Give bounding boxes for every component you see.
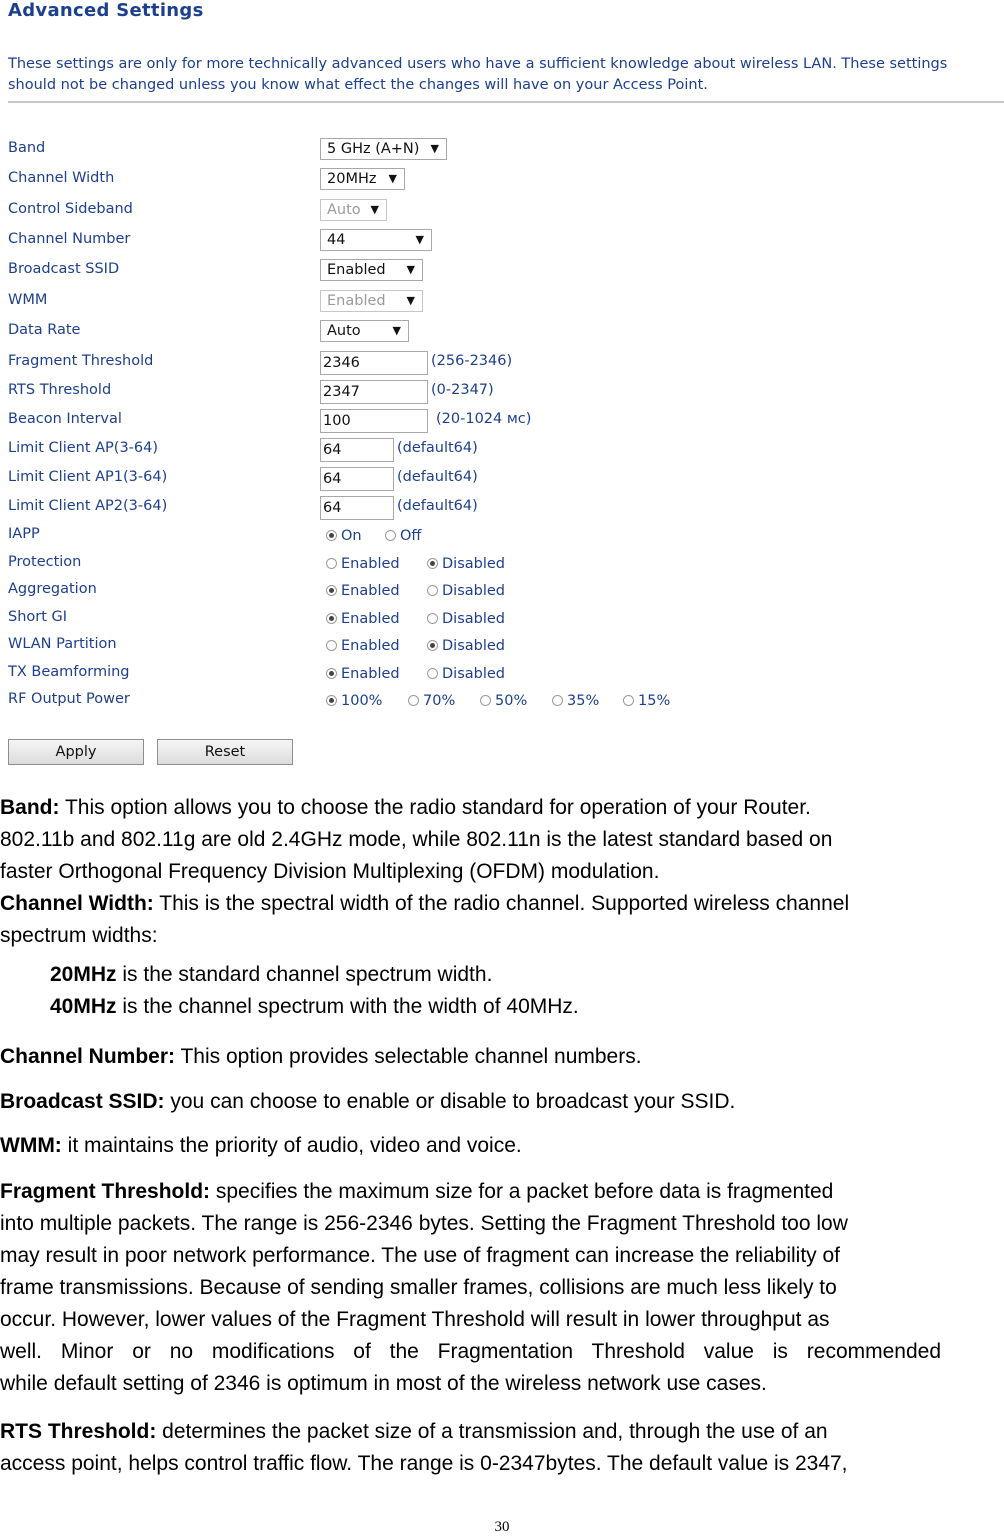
radio-unselected-icon — [480, 695, 491, 706]
band-desc-line3: faster Orthogonal Frequency Division Multiplexing (OFDM) modulation. — [0, 860, 660, 883]
beacon-interval-input[interactable]: 100 — [320, 409, 428, 433]
wlan-partition-disabled-radio[interactable]: Disabled — [427, 638, 505, 654]
limit-client-ap1-hint: (default64) — [397, 469, 478, 485]
short-gi-disabled-radio[interactable]: Disabled — [427, 611, 505, 627]
iapp-off-radio[interactable]: Off — [385, 528, 421, 544]
label-channel-number: Channel Number — [8, 231, 131, 247]
protection-disabled-radio[interactable]: Disabled — [427, 556, 505, 572]
label-protection: Protection — [8, 554, 82, 570]
label-limit-client-ap2: Limit Client AP2(3-64) — [8, 498, 168, 514]
fragment-threshold-desc-line6: well. Minor or no modifications of the Fragmentation Threshold value is recommended — [0, 1340, 941, 1363]
label-tx-beamforming: TX Beamforming — [8, 664, 130, 680]
band-select-value: 5 GHz (A+N) — [327, 141, 420, 157]
short-gi-enabled-radio[interactable]: Enabled — [326, 611, 400, 627]
radio-unselected-icon — [326, 640, 337, 651]
label-short-gi: Short GI — [8, 609, 68, 625]
wmm-select[interactable] — [320, 290, 423, 312]
fragment-threshold-desc-line3: may result in poor network performance. The use of fragment can increase the reliability of — [0, 1244, 841, 1267]
fragment-threshold-desc-line2: into multiple packets. The range is 256-2346 bytes. Setting the Fragment Threshold too low — [0, 1212, 848, 1235]
radio-unselected-icon — [623, 695, 634, 706]
limit-client-ap1-input[interactable]: 64 — [320, 467, 394, 491]
term-20mhz: 20MHz — [50, 963, 117, 986]
broadcast-ssid-select-value: Enabled — [327, 262, 386, 278]
channel-width-select-value: 20MHz — [327, 171, 377, 187]
radio-selected-icon — [427, 640, 438, 651]
radio-unselected-icon — [385, 530, 396, 541]
fragment-threshold-desc-line1: Fragment Threshold: specifies the maximum size for a packet before data is fragmented — [0, 1180, 834, 1203]
label-broadcast-ssid: Broadcast SSID — [8, 261, 120, 277]
term-40mhz: 40MHz — [50, 995, 117, 1018]
radio-selected-icon — [326, 530, 337, 541]
label-wmm: WMM — [8, 292, 48, 308]
fragment-threshold-desc-line4: frame transmissions. Because of sending smaller frames, collisions are much less likely to — [0, 1276, 837, 1299]
tx-beamforming-disabled-radio[interactable]: Disabled — [427, 666, 505, 682]
fragment-threshold-input[interactable]: 2346 — [320, 351, 428, 375]
term-wmm: WMM: — [0, 1134, 62, 1157]
rts-threshold-hint: (0-2347) — [431, 382, 494, 398]
limit-client-ap2-hint: (default64) — [397, 498, 478, 514]
band-desc-line1: Band: This option allows you to choose the radio standard for operation of your Router. — [0, 796, 811, 819]
label-band: Band — [8, 140, 46, 156]
radio-selected-icon — [326, 585, 337, 596]
control-sideband-select-value: Auto — [327, 202, 361, 218]
chevron-down-icon: ▼ — [370, 203, 379, 216]
channel-width-desc-line1: Channel Width: This is the spectral width of the radio channel. Supported wireless channel — [0, 892, 850, 915]
term-channel-number: Channel Number: — [0, 1045, 176, 1068]
radio-unselected-icon — [427, 585, 438, 596]
radio-selected-icon — [427, 558, 438, 569]
label-wlan-partition: WLAN Partition — [8, 636, 117, 652]
chevron-down-icon: ▼ — [406, 263, 415, 276]
rf-power-15-radio[interactable]: 15% — [623, 693, 670, 709]
chevron-down-icon: ▼ — [430, 142, 439, 155]
label-aggregation: Aggregation — [8, 581, 97, 597]
tx-beamforming-enabled-radio[interactable]: Enabled — [326, 666, 400, 682]
apply-button[interactable]: Apply — [8, 739, 144, 765]
rf-power-50-radio[interactable]: 50% — [480, 693, 527, 709]
band-desc-line2: 802.11b and 802.11g are old 2.4GHz mode, while 802.11n is the latest standard based on — [0, 828, 833, 851]
term-rts-threshold: RTS Threshold: — [0, 1420, 157, 1443]
rts-threshold-desc-line1: RTS Threshold: determines the packet size of a transmission and, through the use of an — [0, 1420, 828, 1443]
limit-client-ap-hint: (default64) — [397, 440, 478, 456]
aggregation-disabled-radio[interactable]: Disabled — [427, 583, 505, 599]
width-20-desc: 20MHz is the standard channel spectrum width. — [50, 963, 493, 986]
term-fragment-threshold: Fragment Threshold: — [0, 1180, 211, 1203]
radio-selected-icon — [326, 668, 337, 679]
wmm-select-value: Enabled — [327, 293, 386, 309]
radio-unselected-icon — [427, 668, 438, 679]
broadcast-ssid-select[interactable] — [320, 259, 423, 281]
chevron-down-icon: ▼ — [392, 324, 401, 337]
beacon-interval-hint: (20-1024 мс) — [436, 411, 532, 427]
label-limit-client-ap: Limit Client AP(3-64) — [8, 440, 159, 456]
protection-enabled-radio[interactable]: Enabled — [326, 556, 400, 572]
control-sideband-select[interactable] — [320, 199, 387, 221]
data-rate-select-value: Auto — [327, 323, 361, 339]
radio-unselected-icon — [408, 695, 419, 706]
radio-selected-icon — [326, 695, 337, 706]
fragment-threshold-hint: (256-2346) — [431, 353, 513, 369]
fragment-threshold-desc-line5: occur. However, lower values of the Fragment Threshold will result in lower throughput as — [0, 1308, 830, 1331]
wmm-desc: WMM: it maintains the priority of audio, video and voice. — [0, 1134, 522, 1157]
term-broadcast-ssid: Broadcast SSID: — [0, 1090, 165, 1113]
label-rts-threshold: RTS Threshold — [8, 382, 112, 398]
label-channel-width: Channel Width — [8, 170, 115, 186]
fragment-threshold-desc-line7: while default setting of 2346 is optimum in most of the wireless network use cases. — [0, 1372, 767, 1395]
term-channel-width: Channel Width: — [0, 892, 154, 915]
divider — [8, 101, 1004, 103]
radio-unselected-icon — [552, 695, 563, 706]
limit-client-ap-input[interactable]: 64 — [320, 438, 394, 462]
term-band: Band: — [0, 796, 60, 819]
rf-power-70-radio[interactable]: 70% — [408, 693, 455, 709]
label-data-rate: Data Rate — [8, 322, 81, 338]
chevron-down-icon: ▼ — [388, 172, 397, 185]
reset-button[interactable]: Reset — [157, 739, 293, 765]
channel-number-desc: Channel Number: This option provides selectable channel numbers. — [0, 1045, 642, 1068]
label-limit-client-ap1: Limit Client AP1(3-64) — [8, 469, 168, 485]
wlan-partition-enabled-radio[interactable]: Enabled — [326, 638, 400, 654]
label-rf-output-power: RF Output Power — [8, 691, 130, 707]
page-title: Advanced Settings — [8, 0, 204, 21]
label-control-sideband: Control Sideband — [8, 201, 133, 217]
channel-width-select[interactable] — [320, 168, 405, 190]
rts-threshold-desc-line2: access point, helps control traffic flow. The range is 0-2347bytes. The default value is 2347, — [0, 1452, 848, 1475]
channel-number-select-value: 44 — [327, 232, 346, 248]
label-fragment-threshold: Fragment Threshold — [8, 353, 154, 369]
radio-unselected-icon — [427, 613, 438, 624]
rf-power-35-radio[interactable]: 35% — [552, 693, 599, 709]
limit-client-ap2-input[interactable]: 64 — [320, 496, 394, 520]
radio-unselected-icon — [326, 558, 337, 569]
page-number: 30 — [494, 1519, 510, 1535]
label-iapp: IAPP — [8, 526, 40, 542]
band-select[interactable] — [320, 138, 447, 160]
broadcast-ssid-desc: Broadcast SSID: you can choose to enable or disable to broadcast your SSID. — [0, 1090, 736, 1113]
iapp-on-radio[interactable]: On — [326, 528, 362, 544]
data-rate-select[interactable] — [320, 320, 409, 342]
aggregation-enabled-radio[interactable]: Enabled — [326, 583, 400, 599]
label-beacon-interval: Beacon Interval — [8, 411, 122, 427]
chevron-down-icon: ▼ — [415, 233, 424, 246]
intro-text: These settings are only for more technically advanced users who have a sufficient knowledge about wireless LAN. These settings should not be changed unless you know what effect the changes will have on your Access Point. — [8, 56, 948, 93]
radio-selected-icon — [326, 613, 337, 624]
rf-power-100-radio[interactable]: 100% — [326, 693, 382, 709]
rts-threshold-input[interactable]: 2347 — [320, 380, 428, 404]
chevron-down-icon: ▼ — [406, 294, 415, 307]
channel-width-desc-line2: spectrum widths: — [0, 924, 158, 947]
width-40-desc: 40MHz is the channel spectrum with the width of 40MHz. — [50, 995, 579, 1018]
channel-number-select[interactable] — [320, 229, 432, 251]
